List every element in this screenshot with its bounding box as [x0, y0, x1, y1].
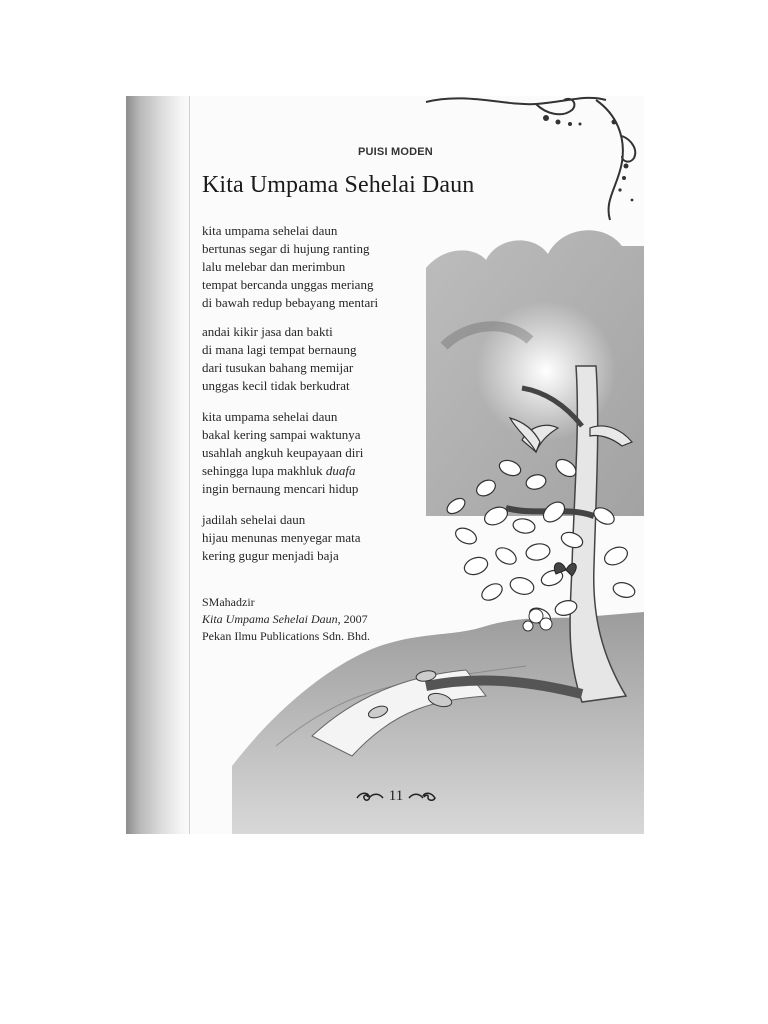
- poem-line: tempat bercanda unggas meriang: [202, 277, 374, 292]
- poem-italic-word: duafa: [325, 463, 356, 478]
- credit-book-title: Kita Umpama Sehelai Daun: [202, 612, 338, 626]
- poem-line: di mana lagi tempat bernaung: [202, 342, 357, 357]
- credit-source: [202, 611, 370, 628]
- scanned-page: [126, 96, 644, 834]
- poem-line: di bawah redup bebayang mentari: [202, 295, 379, 310]
- stanza-4: [202, 511, 360, 565]
- poem-line: [202, 462, 363, 480]
- corner-ornament: [426, 98, 635, 220]
- stanza-1: [202, 222, 378, 312]
- poem-line-text: sehingga lupa makhluk: [202, 463, 326, 478]
- section-header: PUISI MODEN: [358, 146, 433, 158]
- poem-line: kita umpama sehelai daun: [202, 409, 338, 424]
- page-number: 11: [388, 788, 404, 804]
- poem-line: unggas kecil tidak berkudrat: [202, 378, 350, 393]
- poem-line: kering gugur menjadi baja: [202, 548, 339, 563]
- poem-line: hijau menunas menyegar mata: [202, 530, 361, 545]
- stanza-3: [202, 408, 363, 498]
- credit-author: SMahadzir: [202, 595, 255, 609]
- poem-line: usahlah angkuh keupayaan diri: [202, 445, 364, 460]
- left-flourish-icon: [355, 790, 385, 804]
- poem-credit: [202, 594, 370, 645]
- poem-line: andai kikir jasa dan bakti: [202, 324, 333, 339]
- poem-line: jadilah sehelai daun: [202, 512, 306, 527]
- poem-line: dari tusukan bahang memijar: [202, 360, 354, 375]
- poem-line: kita umpama sehelai daun: [202, 223, 338, 238]
- stanza-2: [202, 323, 357, 395]
- page-footer: [346, 788, 446, 805]
- poem-line: bertunas segar di hujung ranting: [202, 241, 370, 256]
- right-flourish-icon: [407, 790, 437, 804]
- poem-line: bakal kering sampai waktunya: [202, 427, 361, 442]
- ornament-dots: [543, 115, 633, 201]
- credit-year: , 2007: [337, 612, 368, 626]
- poem-line: ingin bernaung mencari hidup: [202, 481, 359, 496]
- poem-title: Kita Umpama Sehelai Daun: [202, 172, 475, 198]
- poem-line: lalu melebar dan merimbun: [202, 259, 346, 274]
- credit-publisher: Pekan Ilmu Publications Sdn. Bhd.: [202, 629, 370, 643]
